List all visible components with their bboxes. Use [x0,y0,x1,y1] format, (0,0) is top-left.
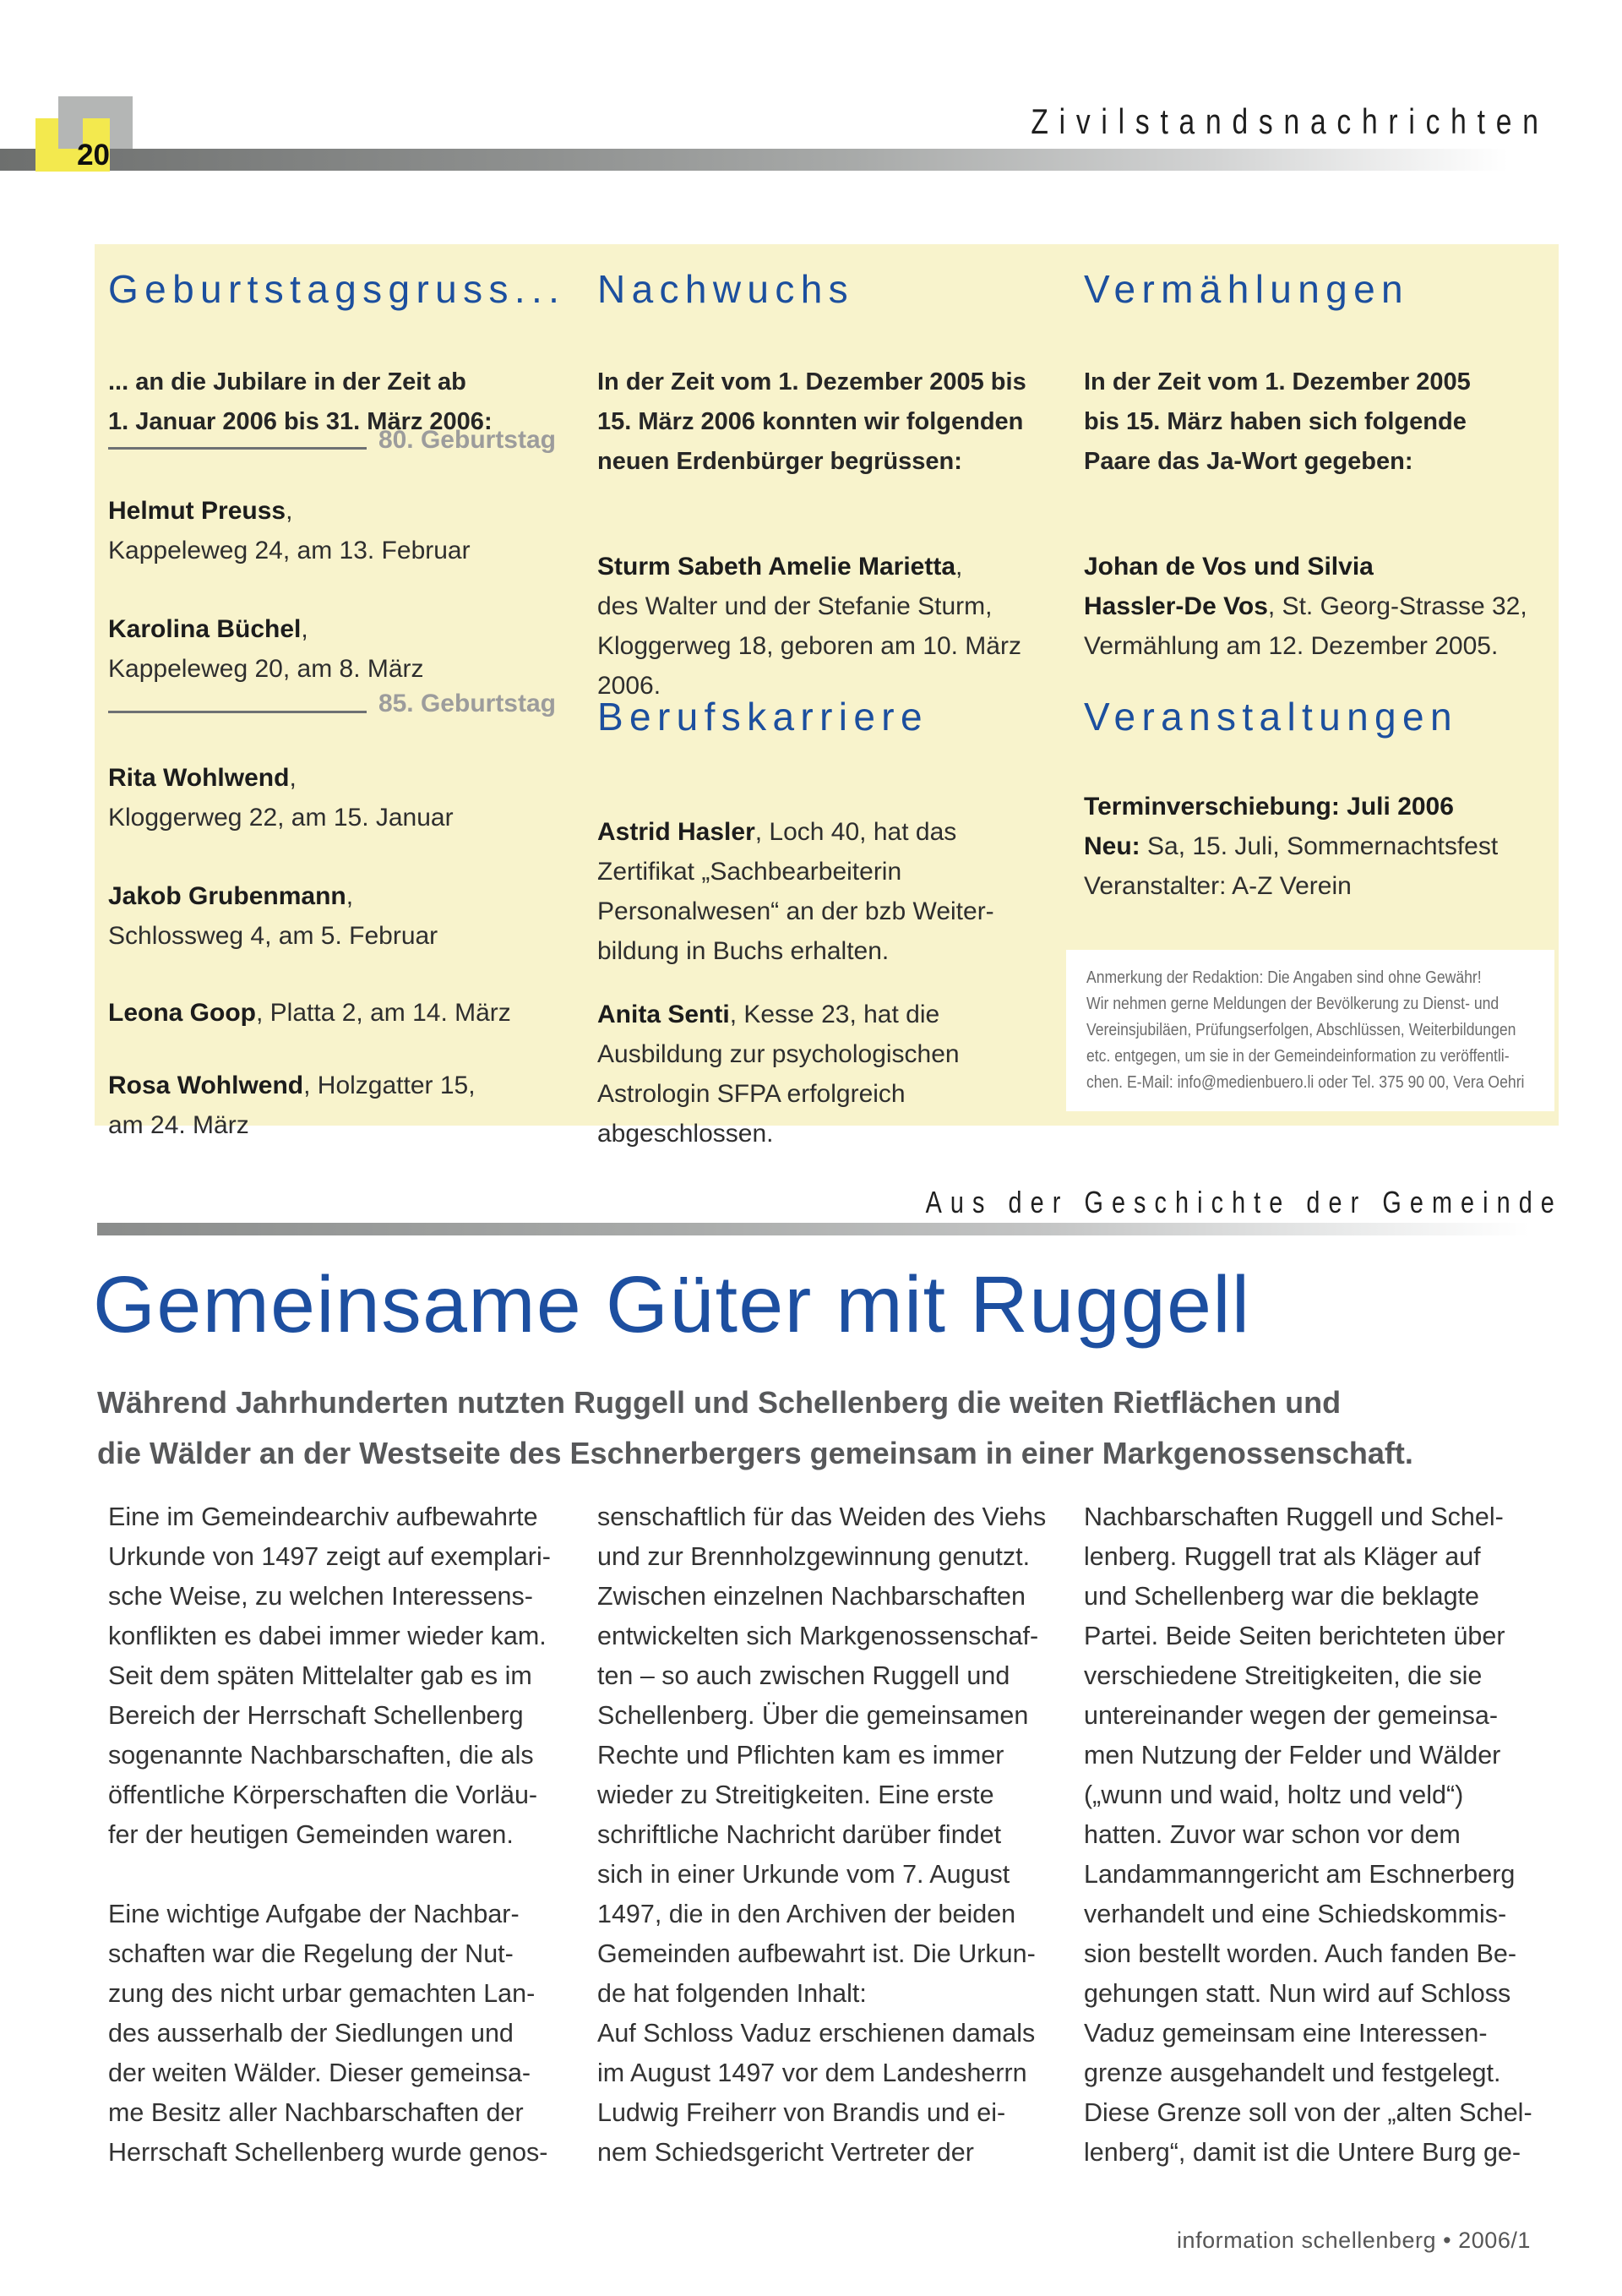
wedding-entry [1084,547,1544,666]
birthday-group-80 [108,423,556,457]
career-entry [597,995,1058,1153]
person-details: , Kesse 23, hat die Ausbildung zur psychologischen Astrologin SFPA erfolgreich abgeschlossen. [597,1001,960,1148]
birthdays-intro: ... an die Jubilare in der Zeit ab 1. Januar 2006 bis 31. März 2006: [108,368,493,435]
page-number: 20 [77,139,110,172]
rule-line [108,447,367,450]
person-name: Leona Goop [108,999,256,1027]
article-column-2 [597,1497,1058,2173]
article-paragraph: Eine im Gemeindearchiv aufbewahrte Urkunde von 1497 zeigt auf exemplari- sche Weise, zu welchen Interessens- konflikten es dabei immer wieder kam. Seit dem späten Mittelalter gab es im Bereich der Herrschaft Schellenberg sogenannte Nachbarschaften, die als öffentliche Körperschaften die Vorläu- fer der heutigen Gemeinden waren. [108,1502,551,1849]
person-details: , des Walter und der Stefanie Sturm, Kloggerweg 18, geboren am 10. März 2006. [597,553,1021,700]
rule-line [108,711,367,713]
person-details: , Platta 2, am 14. März [256,999,511,1027]
person-details: , Kloggerweg 22, am 15. Januar [108,764,454,832]
births-heading: Nachwuchs [597,267,855,311]
event-reschedule: Terminverschiebung: Juli 2006 [1084,793,1454,821]
birthday-group-label: 85. Geburtstag [378,690,556,717]
couple-names: Johan de Vos und Silvia Hassler-De Vos [1084,553,1374,620]
person-name: Rita Wohlwend [108,764,290,792]
person-name: Sturm Sabeth Amelie Marietta [597,553,955,581]
person-name: Anita Senti [597,1001,730,1028]
article-column-3 [1084,1497,1544,2173]
article-lead: Während Jahrhunderten nutzten Ruggell und Schellenberg die weiten Rietflächen und die Wälder an der Westseite des Eschnerbergers gemeinsam in einer Markgenossenschaft. [97,1385,1413,1470]
header-gradient-bar [0,149,1554,171]
person-name: Jakob Grubenmann [108,882,346,910]
article-title: Gemeinsame Güter mit Ruggell [93,1260,1251,1350]
article-gradient-bar [97,1223,1559,1235]
career-entry [597,812,1058,971]
person-details: , Schlossweg 4, am 5. Februar [108,882,438,950]
birthday-entry [108,1066,569,1145]
event-new-label: Neu: [1084,832,1140,860]
civil-news-panel [95,244,1559,1148]
birthday-entry [108,876,569,956]
editor-note-text: Anmerkung der Redaktion: Die Angaben sind ohne Gewähr! Wir nehmen gerne Meldungen der Bevölkerung zu Dienst- und Vereinsjubiläen, Prüfungserfolgen, Abschlüssen, Weiterbildungen etc. entgegen, um sie in der Gemeindeinformation zu veröffentli- chen. E-Mail: info@medienbuero.li oder Tel. 375 90 00, Vera Oehri [1086,968,1525,1092]
careers-heading: Berufskarriere [597,695,928,739]
birthday-entry [108,491,569,570]
birthday-entry [108,993,569,1033]
person-name: Rosa Wohlwend [108,1072,304,1099]
page-section-title: Zivilstandsnachrichten [1031,101,1549,141]
births-intro: In der Zeit vom 1. Dezember 2005 bis 15. März 2006 konnten wir folgenden neuen Erdenbürger begrüssen: [597,368,1026,475]
article-paragraph: Nachbarschaften Ruggell und Schel- lenberg. Ruggell trat als Kläger auf und Schellenberg war die beklagte Partei. Beide Seiten berichteten über verschiedene Streitigkeiten, die sie untereinander wegen der gemeinsa- men Nutzung der Felder und Wälder („wunn und waid, holtz und veld“) hatten. Zuvor war schon vor dem Landammanngericht am Eschnerberg verhandelt und eine Schiedskommis- sion bestellt worden. Auch fanden Be- gehungen statt. Nun wird auf Schloss Vaduz gemeinsam eine Interessen- grenze ausgehandelt und festgelegt. Diese Grenze soll von der „alten Schel- lenberg“, damit ist die Untere Burg ge- [1084,1502,1532,2167]
person-details: , Kappeleweg 20, am 8. März [108,615,424,683]
article-paragraph: Eine wichtige Aufgabe der Nachbar- schaften war die Regelung der Nut- zung des nicht urbar gemachten Lan- des ausserhalb der Siedlungen und der weiten Wälder. Dieser gemeinsa- me Besitz aller Nachbarschaften der Herrschaft Schellenberg wurde genos- [108,1900,548,2167]
birthday-entry [108,609,569,689]
event-line-2 [1084,826,1544,866]
event-entry [1084,787,1544,906]
article-kicker: Aus der Geschichte der Gemeinde [925,1185,1563,1219]
editor-note-box [1066,950,1554,1111]
event-line-1 [1084,787,1544,826]
article-paragraph: senschaftlich für das Weiden des Viehs und zur Brennholzgewinnung genutzt. Zwischen einzelnen Nachbarschaften entwickelten sich Markgenossenschaf- ten – so auch zwischen Ruggell und Schellenberg. Über die gemeinsamen Rechte und Pflichten kam es immer wieder zu Streitigkeiten. Eine erste schriftliche Nachricht darüber findet sich in einer Urkunde vom 7. August 1497, die in den Archiven der beiden Gemeinden aufbewahrt ist. Die Urkun- de hat folgenden Inhalt: Auf Schloss Vaduz erschienen damals im August 1497 vor dem Landesherrn Ludwig Freiherr von Brandis und ei- nem Schiedsgericht Vertreter der [597,1502,1047,2167]
event-new-details: Sa, 15. Juli, Sommernachtsfest [1140,832,1499,860]
birth-entry [597,547,1058,706]
weddings-intro: In der Zeit vom 1. Dezember 2005 bis 15. März haben sich folgende Paare das Ja-Wort gegeben: [1084,368,1471,475]
events-heading: Veranstaltungen [1084,695,1458,739]
weddings-heading: Vermählungen [1084,267,1409,311]
birthdays-heading: Geburtstagsgruss... [108,267,566,311]
person-name: Helmut Preuss [108,497,286,525]
birthday-group-85 [108,687,556,721]
person-details: , Kappeleweg 24, am 13. Februar [108,497,471,564]
article-column-1 [108,1497,569,2173]
person-details: , Loch 40, hat das Zertifikat „Sachbearbeiterin Personalwesen“ an der bzb Weiter- bildung in Buchs erhalten. [597,818,994,965]
event-line-3: Veranstalter: A-Z Verein [1084,872,1352,900]
person-details: , Holzgatter 15, am 24. März [108,1072,476,1139]
page-footer: information schellenberg • 2006/1 [1176,2228,1531,2253]
birthday-group-label: 80. Geburtstag [378,426,556,454]
wedding-details: , St. Georg-Strasse 32, Vermählung am 12. Dezember 2005. [1084,592,1527,660]
birthday-entry [108,758,569,837]
person-name: Karolina Büchel [108,615,302,643]
person-name: Astrid Hasler [597,818,755,846]
